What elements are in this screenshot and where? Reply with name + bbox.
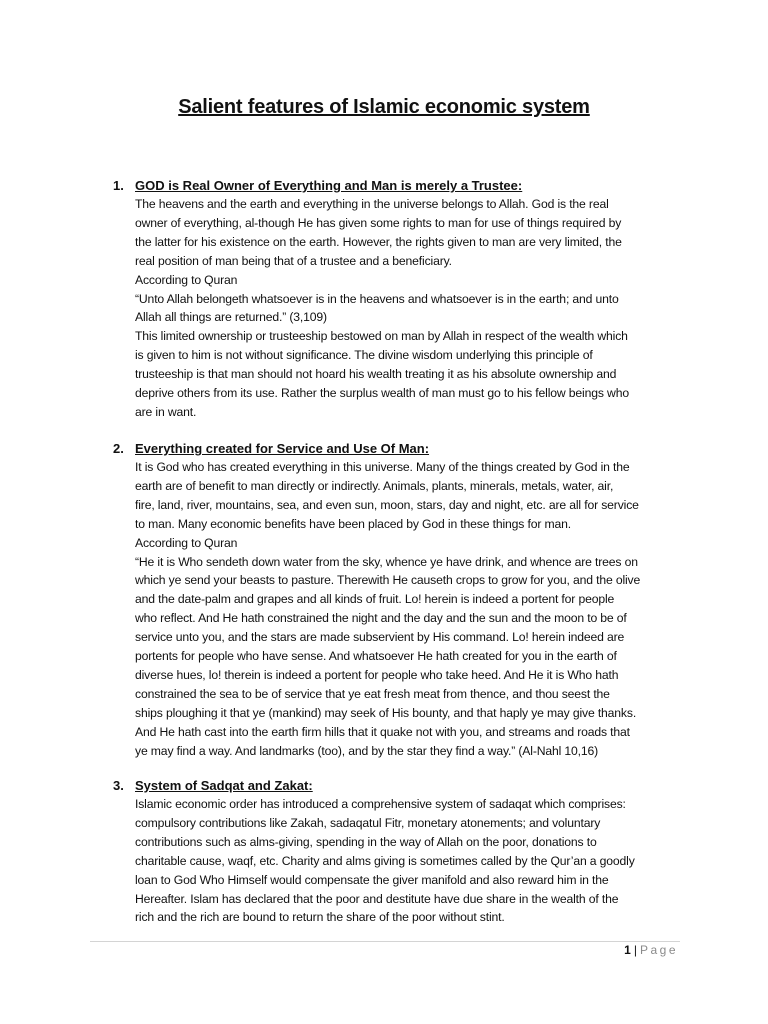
footer-divider — [90, 941, 680, 942]
body-line: to man. Many economic benefits have been placed by God in these things for man. — [135, 516, 571, 531]
body-line: constrained the sea to be of service that ye eat fresh meat from thence, and thou seest the — [135, 686, 610, 701]
body-line: rich and the rich are bound to return the share of the poor without stint. — [135, 910, 505, 925]
body-line: who reflect. And He hath constrained the night and the day and the sun and the moon to be of — [135, 611, 627, 626]
section-heading: GOD is Real Owner of Everything and Man is merely a Trustee: — [135, 178, 523, 193]
section-body — [135, 795, 681, 927]
body-line: ships ploughing it that ye (mankind) may seek of His bounty, and that haply ye may give thanks. — [135, 705, 637, 720]
section-number: 1. — [113, 178, 124, 193]
body-line: ye may find a way. And landmarks (too), and by the star they find a way.” (Al-Nahl 10,16) — [135, 743, 599, 758]
section-heading: Everything created for Service and Use Of Man: — [135, 441, 430, 456]
body-line: is given to him is not without significance. The divine wisdom underlying this principle of — [135, 348, 593, 363]
section-body — [135, 195, 681, 422]
body-line: trusteeship is that man should not hoard his wealth treating it as his absolute ownership and — [135, 367, 617, 382]
body-line: According to Quran — [135, 535, 238, 550]
page-number: 1 — [624, 943, 631, 957]
section-3 — [113, 776, 681, 927]
body-line: “Unto Allah belongeth whatsoever is in the heavens and whatsoever is in the earth; and unto — [135, 291, 619, 306]
body-line: portents for people who have sense. And whatsoever He hath created for you in the earth of — [135, 649, 617, 664]
body-line: “He it is Who sendeth down water from the sky, whence ye have drink, and whence are trees on — [135, 554, 638, 569]
body-line: And He hath cast into the earth firm hills that it quake not with you, and streams and roads that — [135, 724, 630, 739]
body-line: contributions such as alms-giving, spending in the way of Allah on the poor, donations to — [135, 834, 597, 849]
body-line: charitable cause, waqf, etc. Charity and alms giving is sometimes called by the Qur’an a goodly — [135, 853, 635, 868]
section-number: 3. — [113, 778, 124, 793]
body-line: which ye send your beasts to pasture. Therewith He causeth crops to grow for you, and the olive — [135, 573, 641, 588]
body-line: real position of man being that of a trustee and a beneficiary. — [135, 253, 452, 268]
body-line: compulsory contributions like Zakah, sadaqatul Fitr, monetary atonements; and voluntary — [135, 815, 601, 830]
footer-separator: | — [633, 943, 637, 957]
body-line: It is God who has created everything in this universe. Many of the things created by God in the — [135, 460, 630, 474]
document-title: Salient features of Islamic economic system — [178, 96, 590, 118]
section-heading: System of Sadqat and Zakat: — [135, 778, 313, 793]
body-line: the latter for his existence on the earth. However, the rights given to man are very limited, the — [135, 234, 622, 249]
body-line: diverse hues, lo! therein is indeed a portent for people who take heed. And He it is Who hath — [135, 667, 619, 682]
body-line: deprive others from its use. Rather the surplus wealth of man must go to his fellow beings who — [135, 386, 629, 401]
body-line: and the date-palm and grapes and all kinds of fruit. Lo! herein is indeed a portent for people — [135, 592, 615, 607]
body-line: earth are of benefit to man directly or indirectly. Animals, plants, minerals, metals, water, air, — [135, 478, 614, 493]
section-1 — [113, 176, 681, 422]
body-line: loan to God Who Himself would compensate the giver manifold and also reward him in the — [135, 872, 609, 887]
page-footer — [624, 943, 678, 957]
body-line: The heavens and the earth and everything in the universe belongs to Allah. God is the real — [135, 197, 609, 211]
body-line: owner of everything, al-though He has given some rights to man for use of things required by — [135, 215, 622, 230]
body-line: Hereafter. Islam has declared that the poor and destitute have due share in the wealth of the — [135, 891, 619, 906]
section-number: 2. — [113, 441, 124, 456]
body-line: This limited ownership or trusteeship bestowed on man by Allah in respect of the wealth which — [135, 329, 628, 344]
body-line: fire, land, river, mountains, sea, and even sun, moon, stars, day and night, etc. are all for service — [135, 497, 639, 512]
body-line: According to Quran — [135, 272, 238, 287]
body-line: Allah all things are returned.” (3,109) — [135, 310, 327, 325]
section-body — [135, 458, 681, 761]
body-line: Islamic economic order has introduced a comprehensive system of sadaqat which comprises: — [135, 797, 626, 811]
section-2 — [113, 439, 681, 761]
page-label: Page — [639, 943, 678, 957]
body-line: service unto you, and the stars are made subservient by His command. Lo! herein indeed are — [135, 630, 625, 645]
body-line: are in want. — [135, 404, 197, 419]
